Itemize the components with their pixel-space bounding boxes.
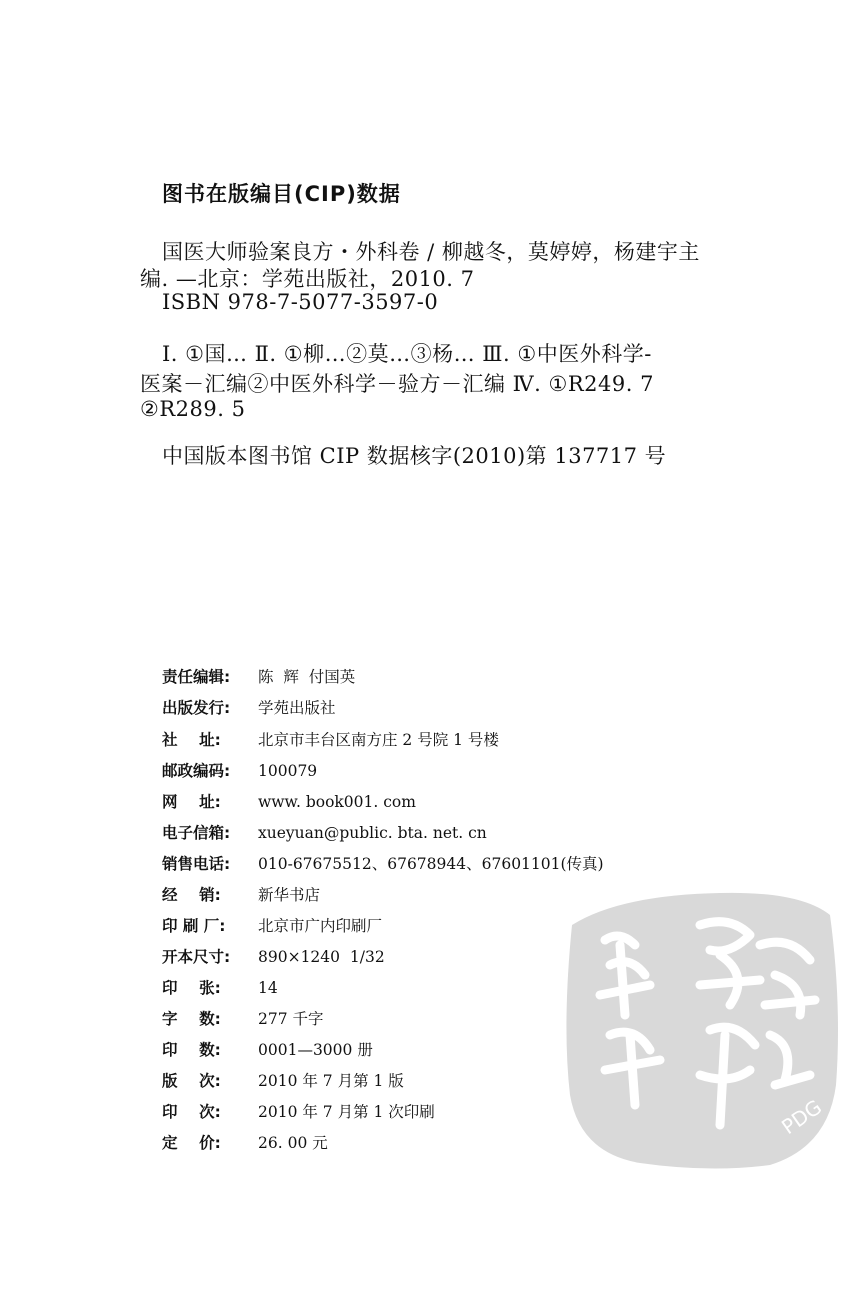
imprint-row-email <box>162 821 487 847</box>
imprint-label: 字 数: <box>162 1010 221 1028</box>
seal-watermark-text: PDG <box>777 1094 827 1140</box>
imprint-row-publisher <box>162 696 336 722</box>
imprint-row-edition <box>162 1069 404 1095</box>
imprint-row-printer <box>162 914 382 940</box>
cip-title-line-1: 国医大师验案良方・外科卷 / 柳越冬，莫婷婷，杨建宇主 <box>162 240 700 264</box>
imprint-label: 开本尺寸: <box>162 948 231 966</box>
imprint-row-print-run <box>162 1038 373 1064</box>
imprint-row-price <box>162 1131 328 1157</box>
imprint-label: 销售电话: <box>162 855 231 873</box>
cip-classification-line-2: 医案－汇编②中医外科学－验方－汇编 Ⅳ. ①R249. 7 <box>140 372 654 396</box>
imprint-value: 277 千字 <box>258 1010 324 1028</box>
imprint-value: 0001—3000 册 <box>258 1041 373 1059</box>
imprint-value: 010-67675512、67678944、67601101(传真) <box>258 855 604 873</box>
imprint-row-word-count <box>162 1007 324 1033</box>
imprint-value: 26. 00 元 <box>258 1134 328 1152</box>
cip-record-number: 中国版本图书馆 CIP 数据核字(2010)第 137717 号 <box>162 444 667 468</box>
cip-classification-line-3: ②R289. 5 <box>140 397 246 421</box>
imprint-value: 100079 <box>258 762 318 780</box>
library-seal-watermark <box>560 885 845 1175</box>
imprint-label: 印 次: <box>162 1103 221 1121</box>
imprint-label: 出版发行: <box>162 699 231 717</box>
imprint-label: 印 刷 厂: <box>162 917 226 935</box>
imprint-label: 定 价: <box>162 1134 221 1152</box>
imprint-value: 新华书店 <box>258 886 321 904</box>
imprint-row-sales-phone <box>162 852 604 878</box>
imprint-label: 电子信箱: <box>162 824 231 842</box>
imprint-label: 版 次: <box>162 1072 221 1090</box>
imprint-value: xueyuan@public. bta. net. cn <box>258 824 487 842</box>
imprint-value: 2010 年 7 月第 1 版 <box>258 1072 404 1090</box>
imprint-value: 北京市广内印刷厂 <box>258 917 383 935</box>
imprint-row-postcode <box>162 759 317 785</box>
imprint-value: 890×1240 1/32 <box>258 948 385 966</box>
imprint-row-editor <box>162 665 355 691</box>
imprint-label: 印 数: <box>162 1041 221 1059</box>
imprint-row-website <box>162 790 416 816</box>
imprint-row-distributor <box>162 883 320 909</box>
cip-classification-line-1: Ⅰ. ①国… Ⅱ. ①柳…②莫…③杨… Ⅲ. ①中医外科学- <box>162 342 652 366</box>
imprint-value: 学苑出版社 <box>258 699 336 717</box>
imprint-label: 社 址: <box>162 731 221 749</box>
imprint-row-sheets <box>162 976 278 1002</box>
imprint-value: 14 <box>258 979 278 997</box>
imprint-row-address <box>162 728 499 754</box>
imprint-value: www. book001. com <box>258 793 416 811</box>
imprint-value: 2010 年 7 月第 1 次印刷 <box>258 1103 435 1121</box>
imprint-label: 责任编辑: <box>162 668 231 686</box>
imprint-value: 陈 辉 付国英 <box>258 668 356 686</box>
cip-title-line-2: 编. —北京：学苑出版社，2010. 7 <box>140 267 475 291</box>
imprint-value: 北京市丰台区南方庄 2 号院 1 号楼 <box>258 731 499 749</box>
imprint-label: 经 销: <box>162 886 221 904</box>
cip-heading: 图书在版编目(CIP)数据 <box>162 182 401 206</box>
imprint-row-format <box>162 945 385 971</box>
cip-isbn: ISBN 978-7-5077-3597-0 <box>162 290 439 314</box>
imprint-label: 印 张: <box>162 979 221 997</box>
imprint-label: 邮政编码: <box>162 762 231 780</box>
imprint-row-printing <box>162 1100 435 1126</box>
imprint-label: 网 址: <box>162 793 221 811</box>
